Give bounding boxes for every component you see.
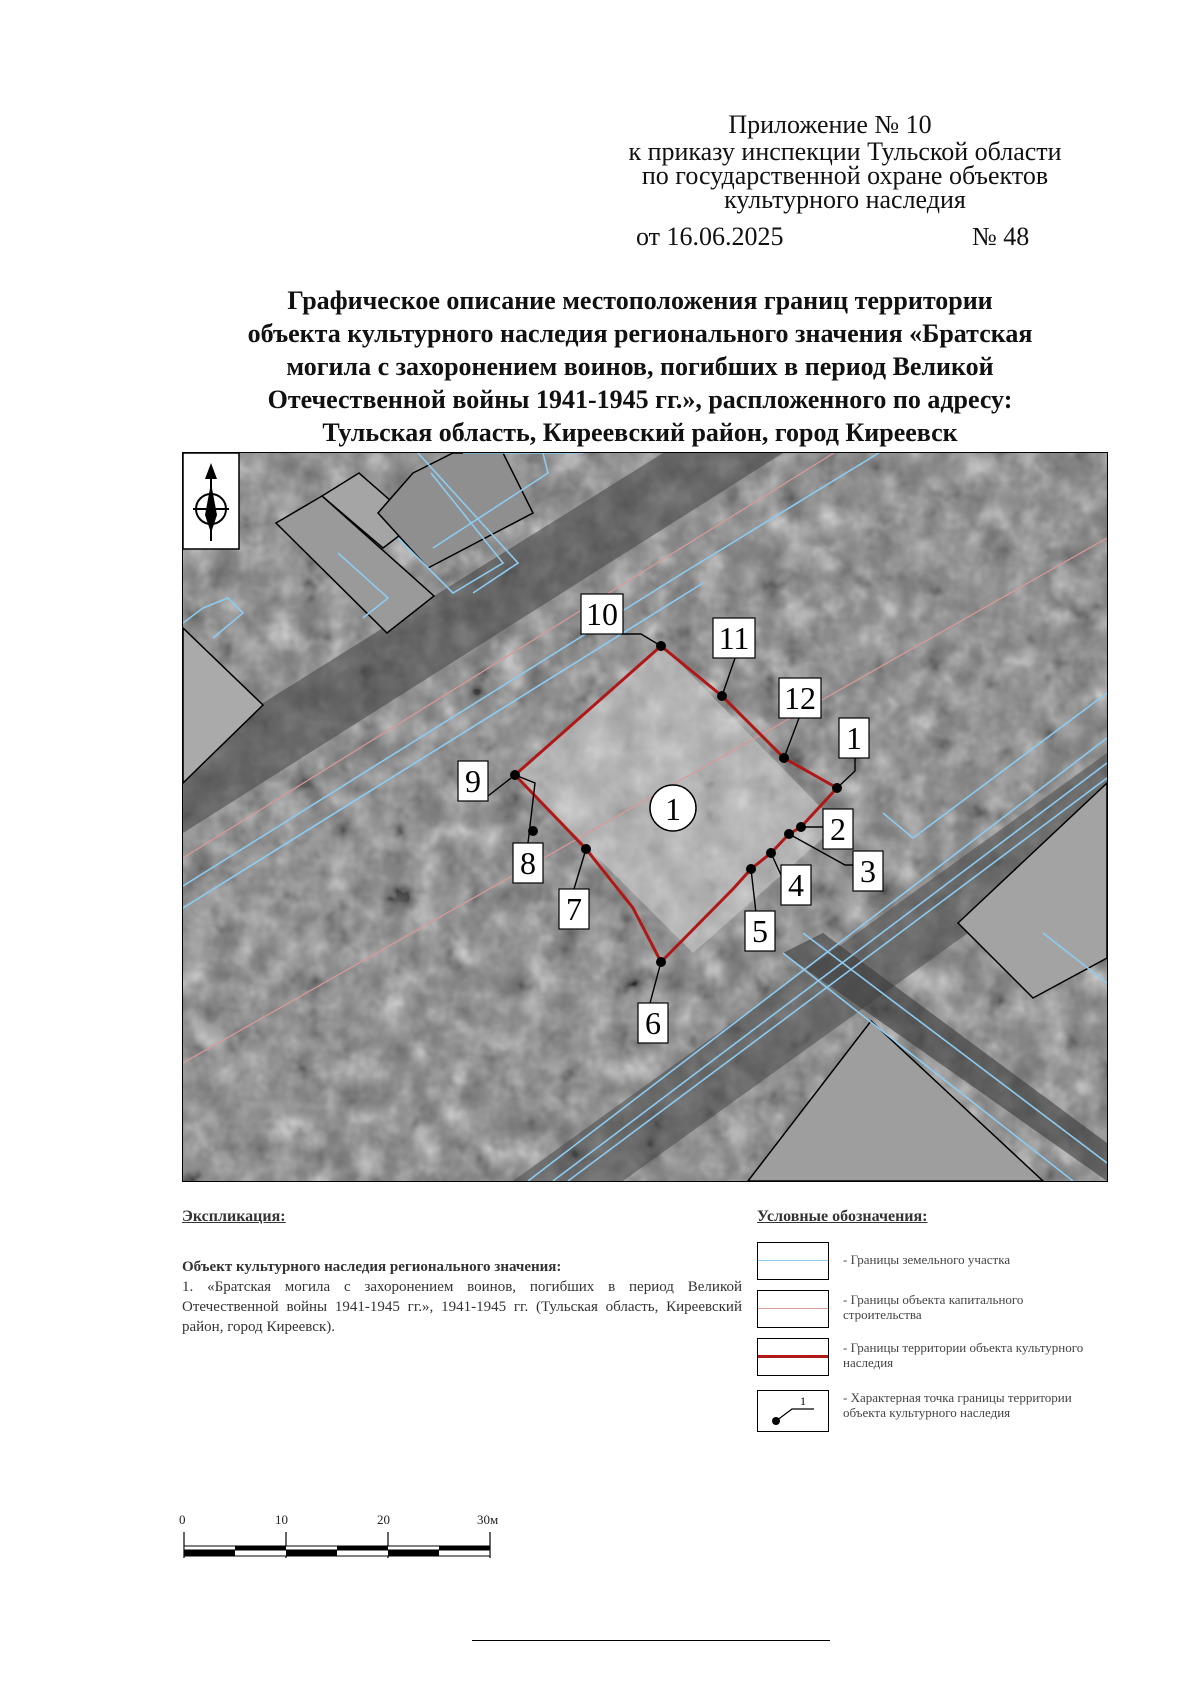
point-label-6 — [638, 1003, 668, 1043]
point-label-8 — [513, 843, 543, 883]
legend-swatch-heritage — [757, 1338, 829, 1376]
scale-tick-label: 0 — [179, 1512, 186, 1527]
legend-item-land — [757, 1242, 1087, 1280]
point-label-text: 6 — [645, 1005, 661, 1041]
site-map — [182, 452, 1108, 1182]
scale-bar-graphic — [183, 1532, 503, 1562]
point-label-text: 10 — [586, 596, 618, 632]
point-label-text: 7 — [566, 891, 582, 927]
point-label-text: 8 — [520, 845, 536, 881]
title-line: Графическое описание местоположения границ территории — [287, 286, 993, 315]
legend-item-heritage — [757, 1338, 1087, 1376]
point-label-7 — [559, 889, 589, 929]
boundary-point — [656, 641, 666, 651]
point-label-10 — [581, 594, 623, 634]
document-title — [190, 284, 1090, 449]
boundary-point — [581, 844, 591, 854]
point-label-1 — [839, 718, 869, 758]
point-label-text: 4 — [788, 867, 804, 903]
boundary-point — [766, 848, 776, 858]
point-label-3 — [853, 851, 883, 891]
site-map-canvas — [183, 453, 1107, 1181]
boundary-point — [717, 691, 727, 701]
order-reference-line: к приказу инспекции Тульской области — [628, 137, 1062, 166]
point-label-4 — [781, 865, 811, 905]
boundary-point — [796, 822, 806, 832]
title-line: объекта культурного наследия регионального значения «Братская — [247, 319, 1033, 348]
legend-label: - Границы территории объекта культурного наследия — [843, 1340, 1084, 1370]
appendix-number: Приложение № 10 — [728, 110, 932, 139]
title-line: Тульская область, Киреевский район, город Киреевск — [322, 418, 958, 447]
scale-tick-label: 30м — [477, 1512, 499, 1527]
boundary-point — [528, 826, 538, 836]
explication-text: 1. «Братская могила с захоронением воинов, погибших в период Великой Отечественной войны 1941-1945 гг.», 1941-1945 гг. (Тульская область, Киреевский район, город Киреевск). — [182, 1279, 742, 1335]
legend-heading: Условные обозначения: — [757, 1208, 928, 1225]
legend-label: - Характерная точка границы территории объекта культурного наследия — [843, 1390, 1072, 1420]
order-date: от 16.06.2025 — [636, 222, 784, 251]
explication-subheading: Объект культурного наследия регионального значения: — [182, 1259, 562, 1275]
point-label-5 — [745, 911, 775, 951]
order-reference-line: культурного наследия — [724, 185, 966, 214]
point-label-12 — [779, 678, 821, 718]
legend-swatch-construction — [757, 1290, 829, 1328]
legend-swatch-point — [757, 1390, 829, 1432]
legend-swatch-land — [757, 1242, 829, 1280]
signature-line — [472, 1640, 830, 1641]
point-label-text: 11 — [718, 620, 750, 656]
boundary-point — [832, 783, 842, 793]
point-label-text: 3 — [860, 853, 876, 889]
object-number: 1 — [665, 791, 681, 827]
explication-body — [182, 1257, 742, 1337]
boundary-point — [784, 829, 794, 839]
scale-tick-label: 10 — [275, 1512, 288, 1527]
point-label-text: 1 — [846, 720, 862, 756]
explication-heading: Экспликация: — [182, 1208, 286, 1225]
legend-label: - Границы объекта капитального строительства — [843, 1292, 1024, 1322]
legend-item-point — [757, 1390, 1087, 1434]
point-label-2 — [823, 809, 853, 849]
boundary-point — [746, 864, 756, 874]
order-number: № 48 — [972, 222, 1030, 251]
point-label-9 — [458, 761, 488, 801]
boundary-point — [510, 770, 520, 780]
point-label-text: 5 — [752, 913, 768, 949]
scale-bar — [175, 1512, 515, 1572]
title-line: Отечественной войны 1941-1945 гг.», распложенного по адресу: — [267, 385, 1013, 414]
legend-point-icon — [758, 1391, 828, 1431]
scale-tick-label: 20 — [377, 1512, 390, 1527]
point-label-text: 9 — [465, 763, 481, 799]
north-arrow-icon — [183, 453, 239, 549]
boundary-point — [779, 753, 789, 763]
legend-label: - Границы земельного участка — [843, 1252, 1011, 1267]
legend-point-sample: 1 — [800, 1394, 806, 1408]
boundary-point — [656, 957, 666, 967]
order-reference-line: по государственной охране объектов — [641, 161, 1049, 190]
point-label-11 — [713, 618, 755, 658]
title-line: могила с захоронением воинов, погибших в период Великой — [286, 352, 994, 381]
object-number-marker — [650, 785, 696, 831]
legend-item-construction — [757, 1290, 1087, 1328]
point-label-text: 2 — [830, 811, 846, 847]
point-label-text: 12 — [784, 680, 816, 716]
